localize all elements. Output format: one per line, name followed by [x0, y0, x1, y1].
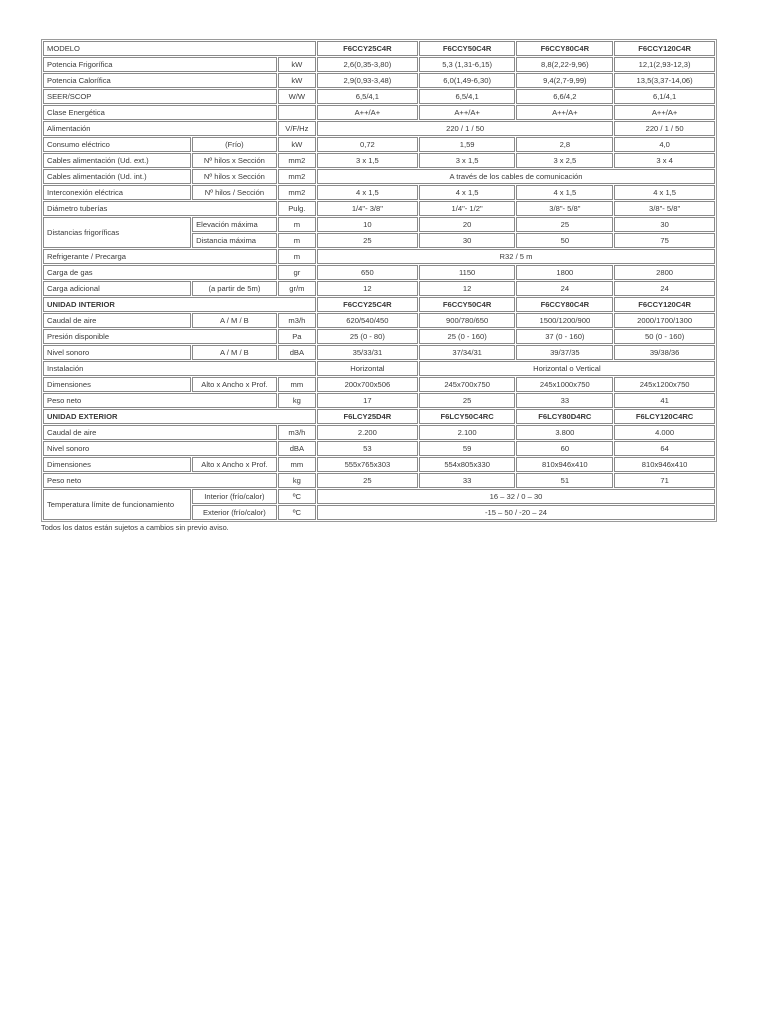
cell-value: 1800: [516, 265, 613, 280]
row-unit: Pa: [278, 329, 316, 344]
row-unit: dBA: [278, 345, 316, 360]
cell-value: 33: [516, 393, 613, 408]
cell-value: 39/37/35: [516, 345, 613, 360]
table-row: [43, 217, 715, 232]
cell-value-span: A través de los cables de comunicación: [317, 169, 715, 184]
cell-value: 4 x 1,5: [614, 185, 715, 200]
cell-value: 30: [419, 233, 516, 248]
cell-value: 59: [419, 441, 516, 456]
table-row: [43, 153, 715, 168]
row-sublabel: (Frío): [192, 137, 277, 152]
cell-value: 13,5(3,37-14,06): [614, 73, 715, 88]
header-label: MODELO: [43, 41, 316, 56]
table-row: [43, 281, 715, 296]
cell-value: 6,6/4,2: [516, 89, 613, 104]
model-header: F6CCY25C4R: [317, 41, 418, 56]
table-row: [43, 441, 715, 456]
row-label: Dimensiones: [43, 377, 191, 392]
table-row: [43, 137, 715, 152]
cell-value: 1150: [419, 265, 516, 280]
cell-value: 3/8"- 5/8": [614, 201, 715, 216]
cell-value: 41: [614, 393, 715, 408]
row-label: Refrigerante / Precarga: [43, 249, 277, 264]
spec-table: [41, 39, 717, 522]
cell-value-span: 16 – 32 / 0 – 30: [317, 489, 715, 504]
row-unit: m3/h: [278, 313, 316, 328]
cell-value: Horizontal: [317, 361, 418, 376]
row-label: Carga adicional: [43, 281, 191, 296]
row-unit: m: [278, 249, 316, 264]
cell-value: 1500/1200/900: [516, 313, 613, 328]
cell-value: 25: [317, 233, 418, 248]
cell-value: 25: [516, 217, 613, 232]
row-unit: kW: [278, 57, 316, 72]
row-label: Cables alimentación (Ud. int.): [43, 169, 191, 184]
cell-value: 200x700x506: [317, 377, 418, 392]
cell-value: 245x1200x750: [614, 377, 715, 392]
row-label: Nivel sonoro: [43, 345, 191, 360]
model-header: F6CCY50C4R: [419, 297, 516, 312]
cell-value: 3 x 1,5: [419, 153, 516, 168]
row-unit: [278, 105, 316, 120]
cell-value: 2.200: [317, 425, 418, 440]
cell-value: 3 x 2,5: [516, 153, 613, 168]
cell-value: 35/33/31: [317, 345, 418, 360]
cell-value: 2,9(0,93-3,48): [317, 73, 418, 88]
row-sublabel: Nº hilos / Sección: [192, 185, 277, 200]
row-label: Clase Energética: [43, 105, 277, 120]
cell-value: 2000/1700/1300: [614, 313, 715, 328]
cell-value: 5,3 (1,31-6,15): [419, 57, 516, 72]
cell-value: 10: [317, 217, 418, 232]
row-sublabel: Alto x Ancho x Prof.: [192, 377, 277, 392]
cell-value: A++/A+: [516, 105, 613, 120]
cell-value: 9,4(2,7-9,99): [516, 73, 613, 88]
cell-value: 8,8(2,22-9,96): [516, 57, 613, 72]
row-sublabel: Nº hilos x Sección: [192, 153, 277, 168]
model-header: F6CCY80C4R: [516, 41, 613, 56]
row-unit: ºC: [278, 489, 316, 504]
table-row: [43, 393, 715, 408]
table-row: [43, 377, 715, 392]
table-row: [43, 73, 715, 88]
row-unit: V/F/Hz: [278, 121, 316, 136]
row-unit: mm2: [278, 169, 316, 184]
row-label: Consumo eléctrico: [43, 137, 191, 152]
table-row: [43, 489, 715, 504]
cell-value: 1,59: [419, 137, 516, 152]
row-unit: kW: [278, 137, 316, 152]
cell-value: 6,5/4,1: [419, 89, 516, 104]
cell-value: 17: [317, 393, 418, 408]
cell-value: 3/8"- 5/8": [516, 201, 613, 216]
row-label: Carga de gas: [43, 265, 277, 280]
cell-value: 37 (0 - 160): [516, 329, 613, 344]
cell-value: 3.800: [516, 425, 613, 440]
row-unit: kW: [278, 73, 316, 88]
cell-value: 3 x 4: [614, 153, 715, 168]
cell-value: 24: [516, 281, 613, 296]
cell-value: 810x946x410: [516, 457, 613, 472]
cell-value: 25 (0 - 80): [317, 329, 418, 344]
model-header: F6LCY50C4RC: [419, 409, 516, 424]
row-sublabel: Interior (frío/calor): [192, 489, 277, 504]
row-label: Peso neto: [43, 393, 277, 408]
cell-value: 4 x 1,5: [317, 185, 418, 200]
cell-value: 25 (0 - 160): [419, 329, 516, 344]
cell-value: 0,72: [317, 137, 418, 152]
model-header: F6LCY120C4RC: [614, 409, 715, 424]
row-sublabel: Alto x Ancho x Prof.: [192, 457, 277, 472]
cell-value: 1/4"- 3/8": [317, 201, 418, 216]
cell-value: 12: [419, 281, 516, 296]
row-sublabel: (a partir de 5m): [192, 281, 277, 296]
cell-value: 900/780/650: [419, 313, 516, 328]
spec-sheet: [41, 39, 717, 532]
cell-value-span: Horizontal o Vertical: [419, 361, 715, 376]
cell-value: 3 x 1,5: [317, 153, 418, 168]
table-row: [43, 313, 715, 328]
table-row: [43, 185, 715, 200]
row-unit: m3/h: [278, 425, 316, 440]
model-header: F6CCY50C4R: [419, 41, 516, 56]
cell-value: 220 / 1 / 50: [614, 121, 715, 136]
section-title: UNIDAD EXTERIOR: [43, 409, 316, 424]
section-title: UNIDAD INTERIOR: [43, 297, 316, 312]
model-header: F6CCY120C4R: [614, 297, 715, 312]
row-unit: mm: [278, 457, 316, 472]
cell-value-span: -15 – 50 / -20 – 24: [317, 505, 715, 520]
row-label: Temperatura límite de funcionamiento: [43, 489, 191, 520]
row-label: Interconexión eléctrica: [43, 185, 191, 200]
cell-value: 650: [317, 265, 418, 280]
row-unit: Pulg.: [278, 201, 316, 216]
model-header: F6CCY25C4R: [317, 297, 418, 312]
row-unit: mm2: [278, 185, 316, 200]
row-label: Caudal de aire: [43, 425, 277, 440]
table-row: [43, 361, 715, 376]
cell-value: 50 (0 - 160): [614, 329, 715, 344]
cell-value: 12,1(2,93-12,3): [614, 57, 715, 72]
cell-value: 30: [614, 217, 715, 232]
row-label: Instalación: [43, 361, 316, 376]
cell-value: 39/38/36: [614, 345, 715, 360]
cell-value: 33: [419, 473, 516, 488]
cell-value: 4.000: [614, 425, 715, 440]
cell-value: A++/A+: [614, 105, 715, 120]
row-unit: W/W: [278, 89, 316, 104]
table-row: [43, 473, 715, 488]
table-row: [43, 329, 715, 344]
cell-value-span: 220 / 1 / 50: [317, 121, 613, 136]
table-row: [43, 57, 715, 72]
row-label: Nivel sonoro: [43, 441, 277, 456]
cell-value: 37/34/31: [419, 345, 516, 360]
cell-value: 245x1000x750: [516, 377, 613, 392]
row-label: Alimentación: [43, 121, 277, 136]
model-header: F6CCY120C4R: [614, 41, 715, 56]
row-label: Caudal de aire: [43, 313, 191, 328]
cell-value: 2800: [614, 265, 715, 280]
cell-value: 64: [614, 441, 715, 456]
row-sublabel: Elevación máxima: [192, 217, 277, 232]
table-row: [43, 105, 715, 120]
row-unit: m: [278, 233, 316, 248]
row-label: Dimensiones: [43, 457, 191, 472]
cell-value: A++/A+: [317, 105, 418, 120]
row-unit: mm: [278, 377, 316, 392]
cell-value: 6,1/4,1: [614, 89, 715, 104]
row-sublabel: Distancia máxima: [192, 233, 277, 248]
cell-value: 25: [317, 473, 418, 488]
model-header: F6LCY80D4RC: [516, 409, 613, 424]
table-row: [43, 41, 715, 56]
row-unit: kg: [278, 393, 316, 408]
table-row: [43, 265, 715, 280]
cell-value: 60: [516, 441, 613, 456]
row-sublabel: Nº hilos x Sección: [192, 169, 277, 184]
table-row: [43, 457, 715, 472]
cell-value: 6,0(1,49-6,30): [419, 73, 516, 88]
row-unit: gr/m: [278, 281, 316, 296]
model-header: F6LCY25D4R: [317, 409, 418, 424]
row-label: Potencia Frigorífica: [43, 57, 277, 72]
cell-value: 4 x 1,5: [516, 185, 613, 200]
row-sublabel: A / M / B: [192, 345, 277, 360]
cell-value: 245x700x750: [419, 377, 516, 392]
table-row: [43, 121, 715, 136]
row-sublabel: A / M / B: [192, 313, 277, 328]
cell-value: 4 x 1,5: [419, 185, 516, 200]
table-row: [43, 249, 715, 264]
cell-value: A++/A+: [419, 105, 516, 120]
cell-value: 71: [614, 473, 715, 488]
cell-value: 50: [516, 233, 613, 248]
table-row: [43, 409, 715, 424]
cell-value: 2,8: [516, 137, 613, 152]
cell-value: 2.100: [419, 425, 516, 440]
cell-value: 25: [419, 393, 516, 408]
cell-value: 2,6(0,35-3,80): [317, 57, 418, 72]
row-unit: dBA: [278, 441, 316, 456]
row-unit: ºC: [278, 505, 316, 520]
row-unit: gr: [278, 265, 316, 280]
table-row: [43, 345, 715, 360]
table-row: [43, 169, 715, 184]
table-row: [43, 297, 715, 312]
cell-value: 53: [317, 441, 418, 456]
cell-value: 4,0: [614, 137, 715, 152]
cell-value-span: R32 / 5 m: [317, 249, 715, 264]
cell-value: 75: [614, 233, 715, 248]
row-label: Potencia Calorífica: [43, 73, 277, 88]
row-unit: kg: [278, 473, 316, 488]
cell-value: 555x765x303: [317, 457, 418, 472]
cell-value: 24: [614, 281, 715, 296]
cell-value: 810x946x410: [614, 457, 715, 472]
cell-value: 620/540/450: [317, 313, 418, 328]
row-unit: mm2: [278, 153, 316, 168]
cell-value: 1/4"- 1/2": [419, 201, 516, 216]
cell-value: 554x805x330: [419, 457, 516, 472]
row-unit: m: [278, 217, 316, 232]
cell-value: 12: [317, 281, 418, 296]
table-row: [43, 201, 715, 216]
row-label: Diámetro tuberías: [43, 201, 277, 216]
cell-value: 20: [419, 217, 516, 232]
row-label: Peso neto: [43, 473, 277, 488]
cell-value: 6,5/4,1: [317, 89, 418, 104]
table-row: [43, 425, 715, 440]
row-label: Cables alimentación (Ud. ext.): [43, 153, 191, 168]
row-label: SEER/SCOP: [43, 89, 277, 104]
footnote: Todos los datos están sujetos a cambios sin previo aviso.: [41, 523, 229, 532]
table-row: [43, 89, 715, 104]
row-label: Distancias frigoríficas: [43, 217, 191, 248]
row-label: Presión disponible: [43, 329, 277, 344]
cell-value: 51: [516, 473, 613, 488]
model-header: F6CCY80C4R: [516, 297, 613, 312]
row-sublabel: Exterior (frío/calor): [192, 505, 277, 520]
